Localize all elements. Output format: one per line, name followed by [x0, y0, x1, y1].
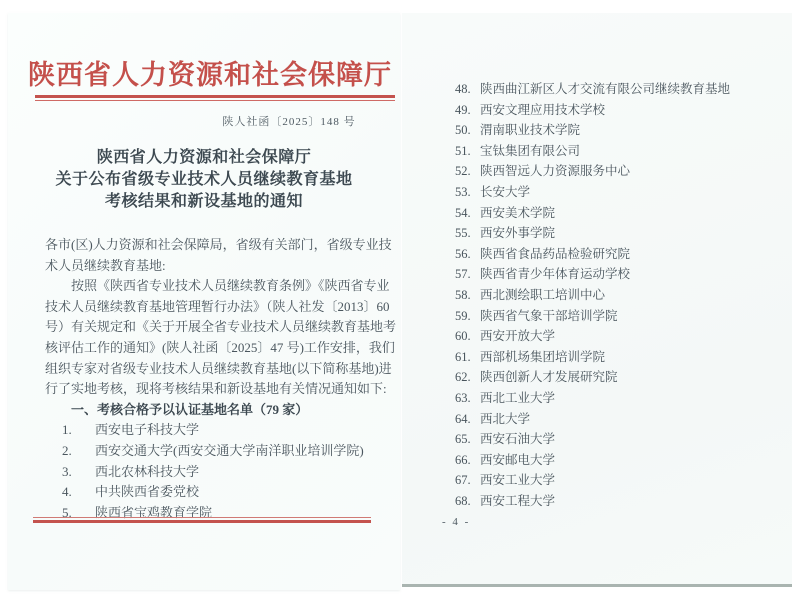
- item-number: 61.: [455, 349, 471, 364]
- list-item: [455, 409, 775, 430]
- list-item: [455, 429, 775, 450]
- document-page-left: [8, 13, 400, 590]
- item-number: 52.: [455, 164, 471, 179]
- body-line: 术人员继续教育基地:: [45, 257, 166, 273]
- item-name: 陕西省宝鸡教育学院: [95, 504, 213, 520]
- item-number: 53.: [455, 184, 471, 199]
- item-number: 49.: [455, 102, 471, 117]
- item-name: 西安石油大学: [480, 432, 556, 447]
- item-number: 55.: [455, 226, 471, 241]
- document-title: [8, 147, 400, 213]
- item-name: 西北测绘职工培训中心: [480, 287, 606, 302]
- list-item: [455, 141, 775, 162]
- item-name: 西安文理应用技术学校: [480, 102, 606, 117]
- item-name: 西北大学: [480, 411, 531, 426]
- body-paragraphs: [45, 235, 395, 400]
- page-number: - 4 -: [442, 516, 471, 528]
- item-number: 56.: [455, 246, 471, 261]
- item-number: 57.: [455, 267, 471, 282]
- list-item: [455, 306, 775, 327]
- list-item: [455, 326, 775, 347]
- item-name: 西北农林科技大学: [95, 463, 200, 479]
- document-page-right: [402, 13, 792, 587]
- item-name: 陕西省气象干部培训学院: [480, 308, 618, 323]
- list-item: [45, 420, 395, 441]
- item-name: 陕西省食品药品检验研究院: [480, 246, 631, 261]
- item-name: 西安工程大学: [480, 493, 556, 508]
- body-line: 各市(区)人力资源和社会保障局，省级有关部门，省级专业技: [45, 237, 392, 252]
- item-number: 51.: [455, 143, 471, 158]
- item-number: 60.: [455, 329, 471, 344]
- item-number: 66.: [455, 452, 471, 467]
- item-number: 59.: [455, 308, 471, 323]
- item-name: 西安美术学院: [480, 205, 556, 220]
- document-title-line: 关于公布省级专业技术人员继续教育基地: [55, 171, 353, 188]
- red-header-divider: [35, 95, 395, 101]
- red-footer-divider: [33, 517, 371, 523]
- item-number: 68.: [455, 493, 471, 508]
- list-item: [45, 441, 395, 462]
- list-item: [455, 244, 775, 265]
- item-name: 长安大学: [480, 184, 531, 199]
- item-name: 陕西省青少年体育运动学校: [480, 267, 631, 282]
- document-body: [45, 235, 395, 523]
- item-number: 50.: [455, 123, 471, 138]
- item-name: 陕西智远人力资源服务中心: [480, 164, 631, 179]
- document-number: 陕人社函〔2025〕148 号: [222, 116, 356, 128]
- certified-base-list: [45, 420, 395, 523]
- item-number: 54.: [455, 205, 471, 220]
- certified-base-list-continued: [455, 79, 775, 511]
- item-name: 宝钛集团有限公司: [480, 143, 581, 158]
- list-item: [455, 100, 775, 121]
- list-item: [455, 161, 775, 182]
- body-line: 组织专家对省级专业技术人员继续教育基地(以下简称基地)进: [45, 360, 392, 376]
- body-line: 核评估工作的通知》(陕人社函〔2025〕47 号)工作安排，我们: [45, 339, 395, 355]
- body-line: 技术人员继续教育基地管理暂行办法》（陕人社发〔2013〕60: [45, 298, 390, 314]
- item-number: 62.: [455, 370, 471, 385]
- item-name: 西安邮电大学: [480, 452, 556, 467]
- item-name: 西北工业大学: [480, 390, 556, 405]
- body-line: 号）有关规定和《关于开展全省专业技术人员继续教育基地考: [45, 319, 397, 335]
- item-name: 陕西曲江新区人才交流有限公司继续教育基地: [480, 82, 731, 96]
- body-line: 按照《陕西省专业技术人员继续教育条例》《陕西省专业: [45, 278, 390, 294]
- list-item: [455, 491, 775, 512]
- item-number: 67.: [455, 473, 471, 488]
- item-name: 中共陕西省委党校: [95, 484, 200, 500]
- item-number: 5.: [62, 504, 72, 520]
- item-name: 渭南职业技术学院: [480, 123, 581, 138]
- item-name: 西安工业大学: [480, 473, 556, 488]
- list-item: [455, 264, 775, 285]
- item-number: 65.: [455, 432, 471, 447]
- document-title-line: 陕西省人力资源和社会保障厅: [96, 149, 312, 166]
- list-item: [45, 462, 395, 483]
- list-item: [455, 470, 775, 491]
- list-item: [455, 347, 775, 368]
- item-name: 西安开放大学: [480, 329, 556, 344]
- list-item: [455, 450, 775, 471]
- item-number: 63.: [455, 390, 471, 405]
- item-name: 西部机场集团培训学院: [480, 349, 606, 364]
- item-name: 陕西创新人才发展研究院: [480, 370, 618, 385]
- item-number: 3.: [62, 463, 72, 479]
- item-number: 58.: [455, 287, 471, 302]
- item-number: 48.: [455, 82, 471, 96]
- list-item: [45, 482, 395, 503]
- document-title-line: 考核结果和新设基地的通知: [104, 193, 303, 210]
- list-item: [455, 203, 775, 224]
- list-item: [455, 285, 775, 306]
- list-item: [455, 182, 775, 203]
- list-item: [455, 367, 775, 388]
- list-item: [455, 223, 775, 244]
- item-number: 2.: [62, 442, 72, 458]
- item-number: 4.: [62, 484, 72, 500]
- item-number: 64.: [455, 411, 471, 426]
- item-number: 1.: [62, 422, 72, 438]
- list-item: [455, 120, 775, 141]
- agency-header: 陕西省人力资源和社会保障厅: [28, 60, 392, 90]
- section-heading: 一、考核合格予以认证基地名单（79 家）: [71, 401, 309, 417]
- item-name: 西安交通大学(西安交通大学南洋职业培训学院): [95, 442, 364, 458]
- list-item: [455, 79, 775, 100]
- body-line: 行了实地考核，现将考核结果和新设基地有关情况通知如下:: [45, 381, 387, 397]
- list-item: [455, 388, 775, 409]
- item-name: 西安外事学院: [480, 226, 556, 241]
- item-name: 西安电子科技大学: [95, 422, 200, 438]
